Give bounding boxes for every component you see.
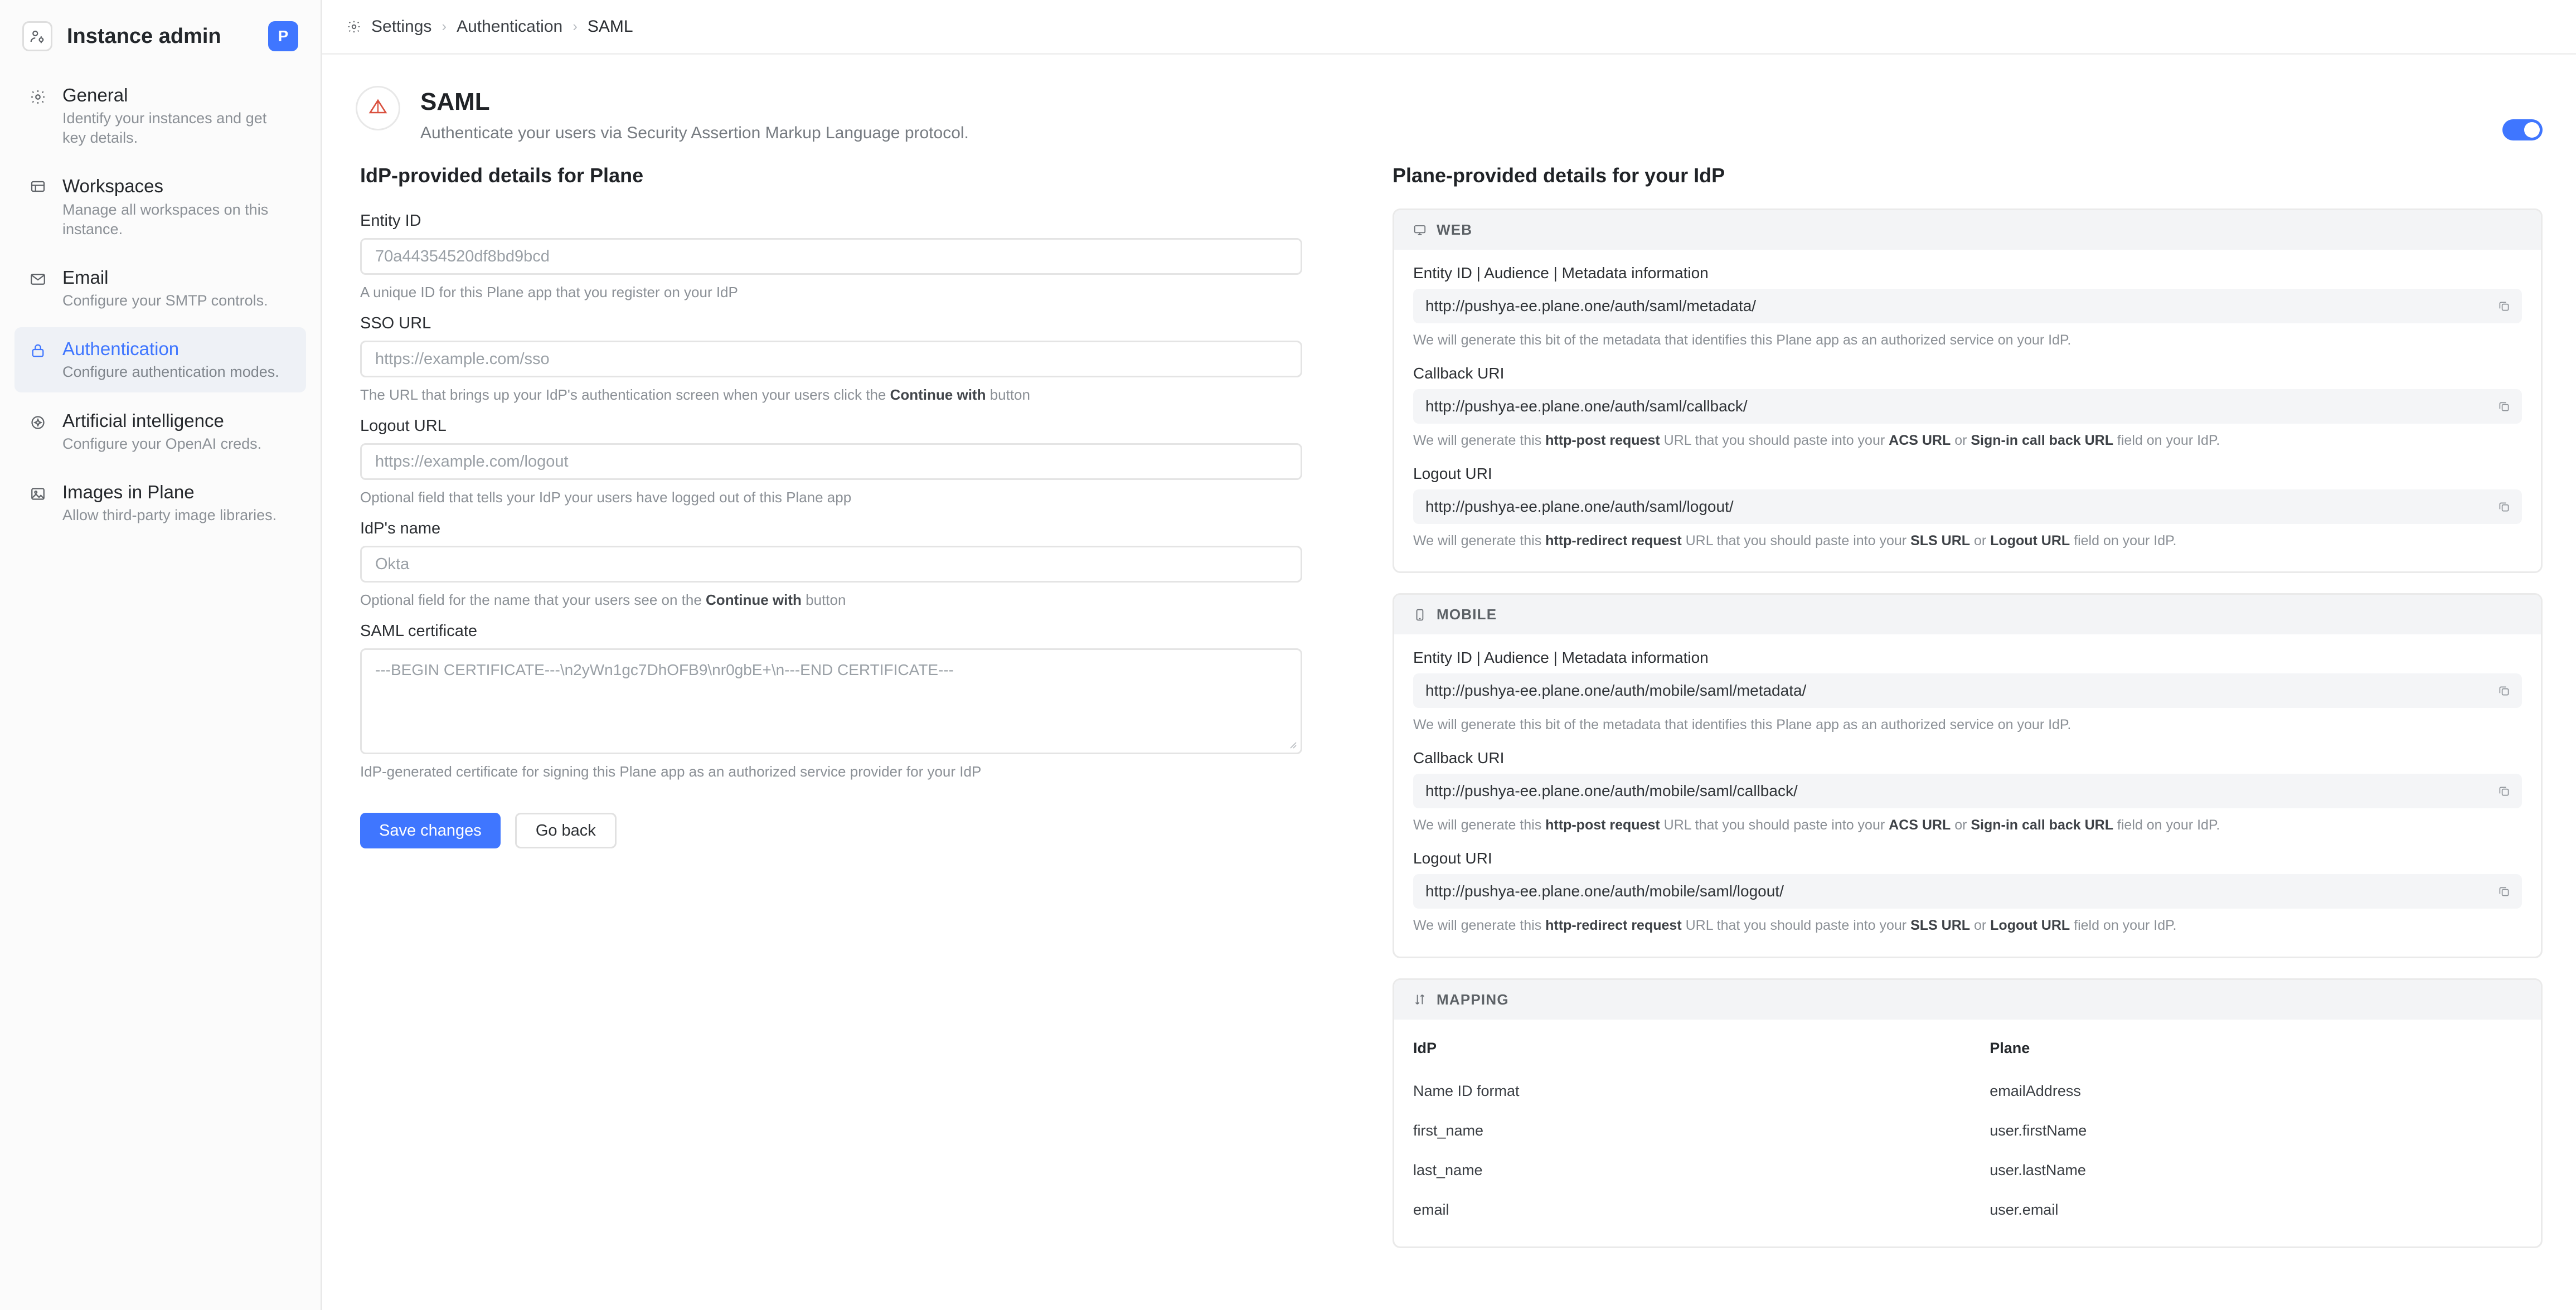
field-label: SSO URL [360, 314, 431, 333]
readonly-hint [1413, 331, 2522, 350]
field-hint [360, 283, 1326, 302]
sidebar [0, 0, 322, 1310]
sidebar-item-desc: Identify your instances and get key details. [62, 110, 267, 147]
cell-plane: user.email [1990, 1201, 2059, 1218]
sidebar-item-desc: Allow third-party image libraries. [62, 507, 277, 524]
web-callback-uri-field [1413, 365, 2522, 450]
sidebar-header [0, 0, 321, 70]
sidebar-item-desc: Manage all workspaces on this instance. [62, 201, 269, 237]
hint-text: field on your IdP. [2070, 917, 2177, 933]
readonly-hint [1413, 916, 2522, 935]
table-row [1413, 1151, 2522, 1190]
mapping-card [1393, 978, 2543, 1248]
hint-text: or [1970, 532, 1991, 549]
cell-plane: user.lastName [1990, 1161, 2086, 1178]
readonly-label: Entity ID | Audience | Metadata information [1413, 264, 1709, 282]
copy-icon[interactable] [2497, 500, 2511, 513]
web-callback-uri-value[interactable] [1413, 389, 2522, 424]
arrows-updown-icon [1413, 993, 1427, 1006]
sidebar-item-desc: Configure your SMTP controls. [62, 292, 268, 309]
field-hint [360, 590, 1326, 610]
field-label: IdP's name [360, 520, 441, 538]
breadcrumb-item-authentication[interactable]: Authentication [457, 17, 563, 36]
card-header-label: WEB [1437, 221, 1473, 238]
readonly-value: http://pushya-ee.plane.one/auth/mobile/saml/metadata/ [1425, 682, 1807, 700]
sidebar-title: Instance admin [67, 24, 221, 48]
sidebar-nav [0, 70, 321, 535]
hint-text: We will generate this [1413, 917, 1546, 933]
hint-text: or [1970, 917, 1991, 933]
readonly-hint [1413, 532, 2522, 551]
field-hint: IdP-generated certificate for signing this Plane app as an authorized service provider for your IdP [360, 763, 982, 780]
logout-url-input[interactable]: https://example.com/logout [360, 443, 1302, 480]
card-header-label: MAPPING [1437, 991, 1509, 1008]
hint-text: We will generate this bit of the metadata that identifies this Plane app as an authorized service on your IdP. [1413, 332, 2072, 348]
web-logout-uri-field [1413, 465, 2522, 551]
gear-icon [27, 86, 49, 108]
sidebar-item-workspaces[interactable] [14, 164, 306, 249]
readonly-value: http://pushya-ee.plane.one/auth/saml/callback/ [1425, 397, 1748, 415]
cell-plane: emailAddress [1990, 1082, 2081, 1099]
hint-bold: ACS URL [1889, 817, 1951, 833]
card-header [1394, 980, 2541, 1020]
readonly-value: http://pushya-ee.plane.one/auth/mobile/saml/logout/ [1425, 882, 1784, 900]
sidebar-item-label: General [62, 85, 128, 105]
sidebar-item-desc: Configure your OpenAI creds. [62, 435, 262, 452]
field-sso-url [360, 314, 1326, 405]
sidebar-item-label: Email [62, 266, 109, 288]
sidebar-item-label: Workspaces [62, 176, 163, 197]
web-entity-id-value[interactable] [1413, 289, 2522, 323]
cell-idp: first_name [1413, 1122, 1484, 1139]
sidebar-item-label: Artificial intelligence [62, 410, 224, 431]
hint-text: We will generate this [1413, 432, 1546, 448]
hint-text: button [986, 386, 1030, 404]
field-hint [360, 385, 1326, 405]
readonly-hint [1413, 816, 2522, 835]
hint-text: We will generate this bit of the metadata that identifies this Plane app as an authorized service on your IdP. [1413, 717, 2072, 733]
copy-icon[interactable] [2497, 684, 2511, 697]
hint-text: or [1951, 432, 1971, 448]
plane-provided-details-section [1326, 164, 2543, 1268]
hint-bold: Continue with [890, 386, 986, 404]
idp-name-input[interactable]: Okta [360, 546, 1302, 583]
readonly-label: Callback URI [1413, 749, 1505, 766]
table-row [1413, 1190, 2522, 1230]
cell-idp: email [1413, 1201, 1449, 1218]
sidebar-item-images-in-plane[interactable] [14, 470, 306, 535]
hint-text: A unique ID for this Plane app that you register on your IdP [360, 284, 738, 300]
hint-bold: SLS URL [1910, 917, 1971, 933]
hint-bold: http-post request [1545, 432, 1660, 448]
page-subtitle: Authenticate your users via Security Assertion Markup Language protocol. [420, 124, 969, 142]
hint-bold: Continue with [706, 591, 802, 609]
image-icon [27, 483, 49, 505]
field-logout-url [360, 417, 1326, 507]
field-idp-name [360, 520, 1326, 610]
settings-columns [322, 164, 2576, 1290]
card-body [1394, 634, 2541, 956]
sidebar-item-artificial-intelligence[interactable] [14, 399, 306, 464]
copy-icon[interactable] [2497, 885, 2511, 898]
sidebar-item-authentication[interactable] [14, 327, 306, 392]
field-saml-certificate [360, 622, 1326, 782]
sidebar-item-label: Authentication [62, 338, 180, 360]
readonly-label: Logout URI [1413, 849, 1492, 867]
mobile-entity-id-value[interactable] [1413, 673, 2522, 708]
sidebar-item-label: Images in Plane [62, 481, 195, 502]
table-row [1413, 1071, 2522, 1111]
hint-text: URL that you should paste into your [1660, 432, 1889, 448]
hint-text: or [1951, 817, 1971, 833]
smartphone-icon [1413, 608, 1427, 622]
left-section-title: IdP-provided details for Plane [360, 164, 644, 187]
web-card [1393, 208, 2543, 573]
mobile-callback-uri-field [1413, 749, 2522, 835]
sparkle-icon [27, 411, 49, 434]
card-header-label: MOBILE [1437, 606, 1497, 623]
hint-bold: http-post request [1545, 817, 1660, 833]
plane-logo-icon [356, 86, 400, 130]
main-content [322, 0, 2576, 1310]
mobile-logout-uri-value[interactable] [1413, 874, 2522, 909]
breadcrumb-item-settings[interactable]: Settings [371, 17, 432, 36]
card-body [1394, 1020, 2541, 1246]
mapping-table [1413, 1034, 2522, 1230]
readonly-label: Entity ID | Audience | Metadata information [1413, 649, 1709, 667]
hint-bold: ACS URL [1889, 432, 1951, 448]
readonly-value: http://pushya-ee.plane.one/auth/saml/metadata/ [1425, 297, 1757, 314]
readonly-hint [1413, 431, 2522, 450]
table-row [1413, 1111, 2522, 1151]
readonly-value: http://pushya-ee.plane.one/auth/mobile/saml/callback/ [1425, 782, 1798, 799]
breadcrumb [322, 0, 2576, 55]
hint-text: field on your IdP. [2113, 817, 2220, 833]
readonly-hint [1413, 716, 2522, 735]
hint-text: We will generate this [1413, 532, 1546, 549]
readonly-label: Logout URI [1413, 464, 1492, 482]
readonly-label: Callback URI [1413, 364, 1505, 382]
mail-icon [27, 268, 49, 290]
resize-handle-icon[interactable] [1286, 738, 1297, 749]
hint-text: URL that you should paste into your [1681, 917, 1911, 933]
hint-bold: Sign-in call back URL [1971, 432, 2113, 448]
column-header-idp: IdP [1413, 1039, 1437, 1056]
gear-icon [347, 20, 361, 34]
page-header [322, 55, 2576, 164]
mobile-callback-uri-value[interactable] [1413, 774, 2522, 808]
field-entity-id [360, 212, 1326, 302]
field-hint [360, 488, 1326, 507]
hint-bold: Logout URL [1990, 532, 2070, 549]
saml-certificate-textarea[interactable] [360, 648, 1302, 754]
card-header [1394, 595, 2541, 634]
cell-idp: last_name [1413, 1161, 1483, 1178]
go-back-button[interactable]: Go back [515, 813, 617, 848]
column-header-plane: Plane [1990, 1039, 2030, 1056]
sidebar-item-general[interactable] [14, 74, 306, 158]
field-label: Logout URL [360, 417, 447, 435]
monitor-icon [1413, 224, 1427, 237]
layers-icon [27, 177, 49, 199]
form-actions [360, 813, 1326, 848]
hint-bold: Logout URL [1990, 917, 2070, 933]
idp-provided-details-section [356, 164, 1326, 1268]
field-label: Entity ID [360, 212, 421, 230]
web-logout-uri-value[interactable] [1413, 489, 2522, 524]
readonly-value: http://pushya-ee.plane.one/auth/saml/logout/ [1425, 497, 1734, 515]
sso-url-input[interactable]: https://example.com/sso [360, 341, 1302, 377]
field-label: SAML certificate [360, 622, 478, 641]
user-cog-icon [22, 21, 52, 51]
hint-text: field on your IdP. [2070, 532, 2177, 549]
breadcrumb-item-saml: SAML [587, 17, 633, 36]
card-body [1394, 250, 2541, 571]
breadcrumb-separator: › [442, 18, 447, 35]
toggle-knob [2524, 122, 2540, 138]
right-section-title: Plane-provided details for your IdP [1393, 164, 1725, 187]
copy-icon[interactable] [2497, 299, 2511, 313]
hint-bold: SLS URL [1910, 532, 1971, 549]
copy-icon[interactable] [2497, 784, 2511, 798]
page-title: SAML [420, 88, 490, 115]
sidebar-item-desc: Configure authentication modes. [62, 363, 279, 381]
hint-text: Optional field for the name that your users see on the [360, 591, 706, 609]
workspace-badge[interactable]: P [268, 21, 298, 51]
sidebar-item-email[interactable] [14, 256, 306, 321]
hint-bold: http-redirect request [1545, 532, 1682, 549]
hint-text: button [801, 591, 846, 609]
hint-text: Optional field that tells your IdP your users have logged out of this Plane app [360, 489, 852, 506]
breadcrumb-separator: › [573, 18, 578, 35]
hint-text: URL that you should paste into your [1681, 532, 1911, 549]
hint-text: URL that you should paste into your [1660, 817, 1889, 833]
mobile-entity-id-field [1413, 649, 2522, 735]
cell-idp: Name ID format [1413, 1082, 1520, 1099]
card-header [1394, 210, 2541, 250]
hint-text: field on your IdP. [2113, 432, 2220, 448]
lock-icon [27, 339, 49, 362]
entity-id-input[interactable]: 70a44354520df8bd9bcd [360, 238, 1302, 275]
hint-bold: http-redirect request [1545, 917, 1682, 933]
hint-bold: Sign-in call back URL [1971, 817, 2113, 833]
saml-enable-toggle[interactable] [2502, 119, 2543, 140]
web-entity-id-field [1413, 264, 2522, 350]
copy-icon[interactable] [2497, 400, 2511, 413]
mobile-logout-uri-field [1413, 850, 2522, 935]
mobile-card [1393, 593, 2543, 958]
table-header-row [1413, 1034, 2522, 1071]
saml-certificate-placeholder: ---BEGIN CERTIFICATE---\n2yWn1gc7DhOFB9\nr0gbE+\n---END CERTIFICATE--- [375, 661, 954, 679]
save-changes-button[interactable]: Save changes [360, 813, 501, 848]
cell-plane: user.firstName [1990, 1122, 2087, 1139]
hint-text: We will generate this [1413, 817, 1546, 833]
hint-text: The URL that brings up your IdP's authentication screen when your users click the [360, 386, 890, 404]
